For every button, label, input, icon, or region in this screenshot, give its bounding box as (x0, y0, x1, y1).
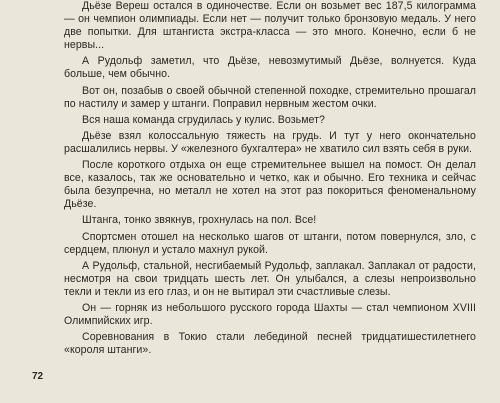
paragraph: Вся наша команда сгрудилась у кулис. Возьмет? (82, 113, 325, 126)
paragraph: Вот он, позабыв о своей обычной степенной походке, стремительно прошагал по настилу и замер у штанги. Поправил нервным жестом очки. (64, 84, 476, 110)
paragraph: После короткого отдыха он еще стремительнее вышел на помост. Он делал все, казалось, так же основательно и четко, как и обычно. Его техника и сейчас была безупречна, но металл не хотел на этот раз покориться феноменальному Дьёзе. (64, 159, 476, 211)
paragraph: Дьёзе взял колоссальную тяжесть на грудь. И тут у него окончательно расшалились нервы. У «железного бухгалтера» не хватило сил взять себя в руки. (64, 129, 476, 155)
paragraph: Соревнования в Токио стали лебединой песней тридцатишестилетнего «короля штанги». (64, 331, 476, 357)
paragraph: Он — горняк из небольшого русского города Шахты — стал чемпионом XVIII Олимпийских игр. (64, 301, 476, 328)
paragraph: А Рудольф заметил, что Дьёзе, невозмутимый Дьёзе, волнуется. Куда больше, чем обычно. (64, 55, 476, 81)
paragraph: Штанга, тонко звякнув, грохнулась на пол. Все! (82, 214, 317, 227)
body-text (64, 0, 476, 360)
paragraph: Дьёзе Вереш остался в одиночестве. Если он возьмет вес 187,5 килограмма — он чемпион олимпиады. Если нет — получит только бронзовую медаль. У него две попытки. Для штангиста экстра-класса — это много. Конечно, если б не нервы... (64, 0, 476, 52)
paragraph: Спортсмен отошел на несколько шагов от штанги, потом повернулся, зло, с сердцем, плюнул и устало махнул рукой. (64, 230, 476, 256)
page-number: 72 (32, 371, 44, 382)
paragraph: А Рудольф, стальной, несгибаемый Рудольф, заплакал. Заплакал от радости, несмотря на свои тридцать шесть лет. Он улыбался, а слезы непроизвольно текли и текли из его глаз, и он не вытирал эти счастливые слезы. (64, 259, 476, 298)
